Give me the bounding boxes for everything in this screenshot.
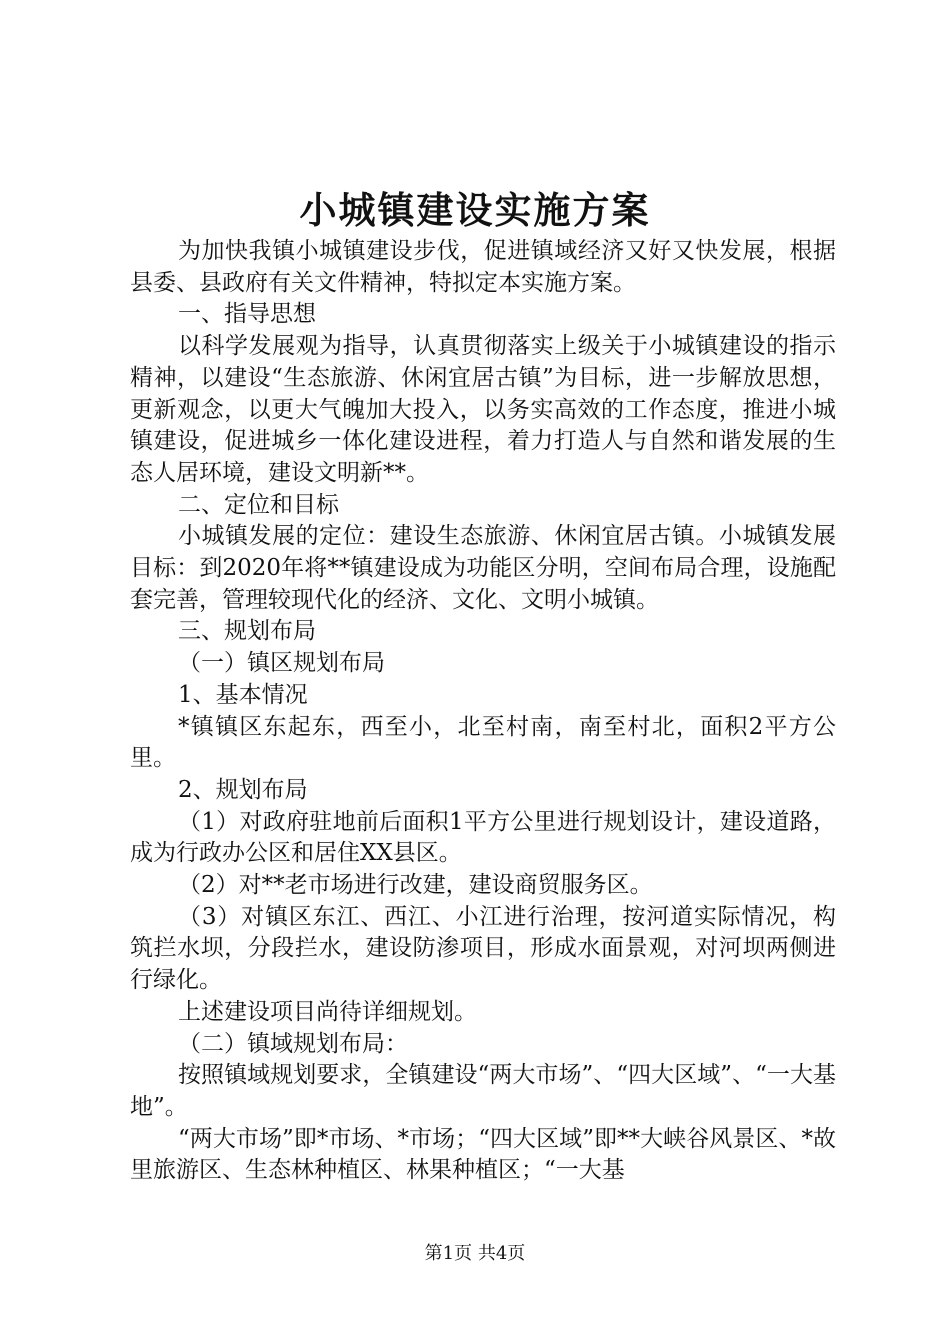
- paragraph: “两大市场”即*市场、*市场；“四大区域”即**大峡谷风景区、*故里旅游区、生态林种植区、林果种植区；“一大基: [130, 1125, 836, 1184]
- intro-paragraph: 为加快我镇小城镇建设步伐，促进镇域经济又好又快发展，根据县委、县政府有关文件精神，特拟定本实施方案。: [130, 238, 836, 296]
- page-footer: 第1页 共4页: [424, 1243, 526, 1264]
- list-item: （1）对政府驻地前后面积1平方公里进行规划设计，建设道路，成为行政办公区和居住XX县区。: [130, 808, 836, 867]
- subsection-heading: 2、规划布局: [178, 776, 308, 803]
- list-item: （2）对**老市场进行改建，建设商贸服务区。: [178, 872, 653, 899]
- paragraph: 小城镇发展的定位：建设生态旅游、休闲宜居古镇。小城镇发展目标：到2020年将**镇建设成为功能区分明，空间布局合理，设施配套完善，管理较现代化的经济、文化、文明小城镇。: [130, 523, 836, 613]
- paragraph: 按照镇域规划要求，全镇建设“两大市场”、“四大区域”、“一大基地”。: [130, 1062, 836, 1120]
- section-heading: 二、定位和目标: [178, 491, 339, 518]
- paragraph: *镇镇区东起东，西至小，北至村南，南至村北，面积2平方公里。: [130, 713, 836, 772]
- section-heading: 一、指导思想: [178, 301, 316, 328]
- document-title: 小城镇建设实施方案: [299, 188, 651, 232]
- subsection-heading: （二）镇域规划布局：: [178, 1030, 408, 1057]
- list-item: （3）对镇区东江、西江、小江进行治理，按河道实际情况，构筑拦水坝，分段拦水，建设防渗项目，形成水面景观，对河坝两侧进行绿化。: [130, 903, 836, 994]
- subsection-heading: （一）镇区规划布局: [178, 650, 385, 677]
- document-body: [130, 236, 836, 1187]
- section-heading: 三、规划布局: [178, 618, 316, 645]
- paragraph: 上述建设项目尚待详细规划。: [178, 998, 477, 1025]
- subsection-heading: 1、基本情况: [178, 681, 308, 708]
- paragraph: 以科学发展观为指导，认真贯彻落实上级关于小城镇建设的指示精神，以建设“生态旅游、休闲宜居古镇”为目标，进一步解放思想，更新观念，以更大气魄加大投入，以务实高效的工作态度，推进小城镇建设，促进城乡一体化建设进程，着力打造人与自然和谐发展的生态人居环境，建设文明新**。: [130, 333, 836, 486]
